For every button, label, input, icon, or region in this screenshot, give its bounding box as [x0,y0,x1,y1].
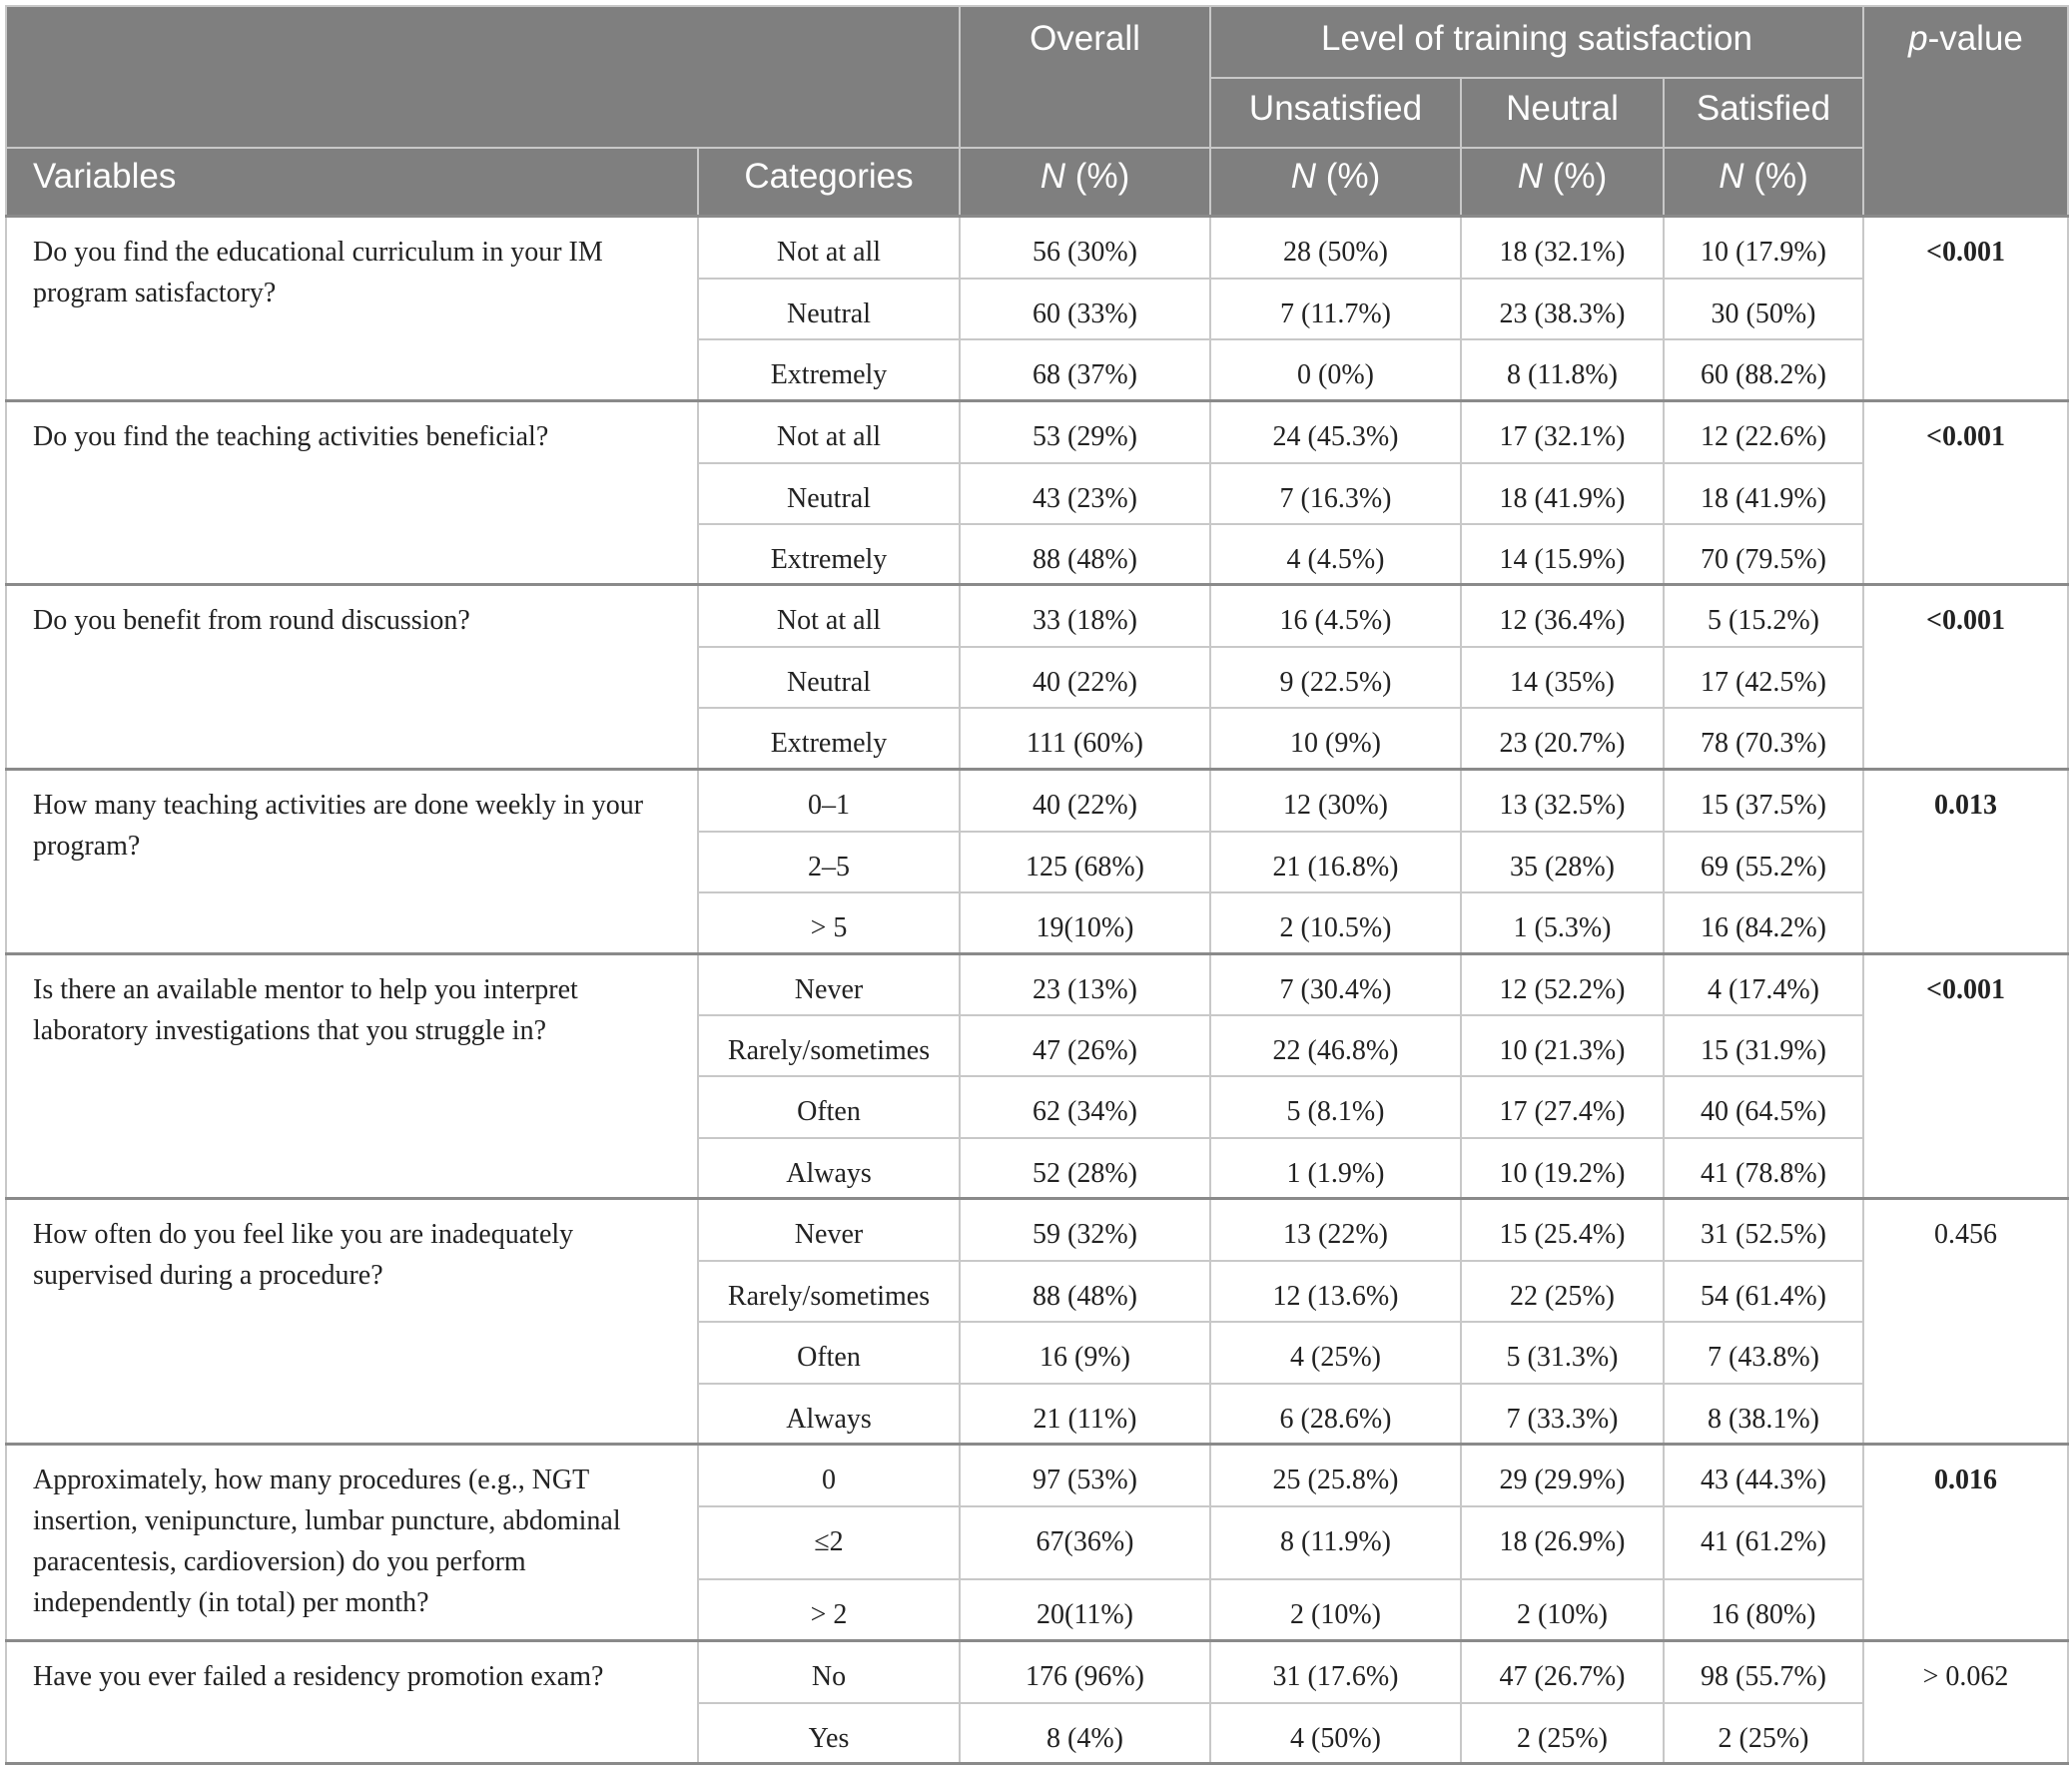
neutral-cell: 18 (26.9%) [1461,1506,1664,1579]
neutral-cell: 22 (25%) [1461,1261,1664,1322]
category-cell: Neutral [698,647,960,708]
category-cell: Rarely/sometimes [698,1015,960,1076]
unsatisfied-cell: 2 (10%) [1210,1579,1461,1641]
neutral-cell: 29 (29.9%) [1461,1445,1664,1506]
p-value-cell: <0.001 [1863,585,2068,770]
unsatisfied-cell: 1 (1.9%) [1210,1138,1461,1199]
table-header [6,6,2068,217]
satisfied-cell: 15 (37.5%) [1664,770,1863,832]
category-cell: Not at all [698,585,960,647]
satisfied-cell: 41 (61.2%) [1664,1506,1863,1579]
header-level-group: Level of training satisfaction [1210,6,1863,78]
overall-cell: 52 (28%) [960,1138,1210,1199]
satisfied-cell: 40 (64.5%) [1664,1076,1863,1138]
neutral-cell: 10 (21.3%) [1461,1015,1664,1076]
overall-cell: 21 (11%) [960,1384,1210,1445]
overall-cell: 43 (23%) [960,463,1210,524]
neutral-cell: 10 (19.2%) [1461,1138,1664,1199]
header-categories: Categories [698,148,960,217]
category-cell: > 2 [698,1579,960,1641]
p-value-cell: 0.016 [1863,1445,2068,1641]
category-cell: Extremely [698,524,960,585]
overall-cell: 88 (48%) [960,1261,1210,1322]
neutral-cell: 14 (15.9%) [1461,524,1664,585]
table-row [6,1445,2068,1506]
overall-cell: 176 (96%) [960,1641,1210,1703]
satisfied-cell: 16 (80%) [1664,1579,1863,1641]
p-value-cell: 0.456 [1863,1199,2068,1445]
unsatisfied-cell: 4 (50%) [1210,1703,1461,1764]
header-n-satisfied: N (%) [1664,148,1863,217]
overall-cell: 88 (48%) [960,524,1210,585]
unsatisfied-cell: 2 (10.5%) [1210,892,1461,954]
satisfied-cell: 78 (70.3%) [1664,708,1863,770]
overall-cell: 20(11%) [960,1579,1210,1641]
neutral-cell: 17 (27.4%) [1461,1076,1664,1138]
category-cell: 0 [698,1445,960,1506]
question-cell: Do you find the teaching activities beneficial? [6,401,698,585]
unsatisfied-cell: 7 (30.4%) [1210,954,1461,1015]
header-variables: Variables [6,148,698,217]
unsatisfied-cell: 0 (0%) [1210,339,1461,401]
satisfied-cell: 41 (78.8%) [1664,1138,1863,1199]
header-satisfied: Satisfied [1664,78,1863,148]
overall-cell: 62 (34%) [960,1076,1210,1138]
neutral-cell: 12 (52.2%) [1461,954,1664,1015]
table-body [6,217,2068,1764]
satisfied-cell: 2 (25%) [1664,1703,1863,1764]
unsatisfied-cell: 8 (11.9%) [1210,1506,1461,1579]
p-value-cell: > 0.062 [1863,1641,2068,1764]
category-cell: Yes [698,1703,960,1764]
category-cell: ≤2 [698,1506,960,1579]
overall-cell: 59 (32%) [960,1199,1210,1261]
satisfied-cell: 60 (88.2%) [1664,339,1863,401]
p-value-cell: <0.001 [1863,401,2068,585]
unsatisfied-cell: 31 (17.6%) [1210,1641,1461,1703]
table-row [6,585,2068,647]
category-cell: Not at all [698,401,960,463]
neutral-cell: 47 (26.7%) [1461,1641,1664,1703]
unsatisfied-cell: 25 (25.8%) [1210,1445,1461,1506]
overall-cell: 23 (13%) [960,954,1210,1015]
satisfied-cell: 8 (38.1%) [1664,1384,1863,1445]
category-cell: Extremely [698,339,960,401]
satisfied-cell: 12 (22.6%) [1664,401,1863,463]
unsatisfied-cell: 4 (4.5%) [1210,524,1461,585]
unsatisfied-cell: 4 (25%) [1210,1322,1461,1384]
unsatisfied-cell: 7 (16.3%) [1210,463,1461,524]
unsatisfied-cell: 12 (30%) [1210,770,1461,832]
category-cell: Neutral [698,279,960,339]
question-cell: Is there an available mentor to help you interpret laboratory investigations that you struggle in? [6,954,698,1199]
overall-cell: 16 (9%) [960,1322,1210,1384]
header-blank [6,6,960,148]
overall-cell: 56 (30%) [960,217,1210,279]
category-cell: Often [698,1322,960,1384]
header-n-unsatisfied: N (%) [1210,148,1461,217]
category-cell: Often [698,1076,960,1138]
category-cell: Always [698,1384,960,1445]
results-table [5,5,2069,1765]
unsatisfied-cell: 22 (46.8%) [1210,1015,1461,1076]
unsatisfied-cell: 7 (11.7%) [1210,279,1461,339]
neutral-cell: 5 (31.3%) [1461,1322,1664,1384]
neutral-cell: 23 (20.7%) [1461,708,1664,770]
category-cell: Always [698,1138,960,1199]
category-cell: > 5 [698,892,960,954]
unsatisfied-cell: 9 (22.5%) [1210,647,1461,708]
satisfied-cell: 69 (55.2%) [1664,832,1863,892]
unsatisfied-cell: 12 (13.6%) [1210,1261,1461,1322]
neutral-cell: 2 (10%) [1461,1579,1664,1641]
category-cell: Extremely [698,708,960,770]
question-cell: How often do you feel like you are inadequately supervised during a procedure? [6,1199,698,1445]
category-cell: Never [698,954,960,1015]
neutral-cell: 12 (36.4%) [1461,585,1664,647]
overall-cell: 8 (4%) [960,1703,1210,1764]
question-cell: Do you find the educational curriculum in your IM program satisfactory? [6,217,698,401]
neutral-cell: 23 (38.3%) [1461,279,1664,339]
category-cell: 0–1 [698,770,960,832]
satisfied-cell: 7 (43.8%) [1664,1322,1863,1384]
category-cell: Neutral [698,463,960,524]
header-neutral: Neutral [1461,78,1664,148]
satisfied-cell: 4 (17.4%) [1664,954,1863,1015]
satisfied-cell: 18 (41.9%) [1664,463,1863,524]
overall-cell: 53 (29%) [960,401,1210,463]
category-cell: Not at all [698,217,960,279]
overall-cell: 40 (22%) [960,647,1210,708]
neutral-cell: 13 (32.5%) [1461,770,1664,832]
neutral-cell: 15 (25.4%) [1461,1199,1664,1261]
question-cell: Do you benefit from round discussion? [6,585,698,770]
unsatisfied-cell: 24 (45.3%) [1210,401,1461,463]
question-cell: How many teaching activities are done weekly in your program? [6,770,698,954]
category-cell: Rarely/sometimes [698,1261,960,1322]
neutral-cell: 1 (5.3%) [1461,892,1664,954]
category-cell: No [698,1641,960,1703]
overall-cell: 19(10%) [960,892,1210,954]
table-row [6,217,2068,279]
satisfied-cell: 70 (79.5%) [1664,524,1863,585]
satisfied-cell: 30 (50%) [1664,279,1863,339]
table-row [6,1199,2068,1261]
header-n-neutral: N (%) [1461,148,1664,217]
p-value-cell: <0.001 [1863,954,2068,1199]
satisfied-cell: 17 (42.5%) [1664,647,1863,708]
overall-cell: 60 (33%) [960,279,1210,339]
satisfied-cell: 5 (15.2%) [1664,585,1863,647]
neutral-cell: 8 (11.8%) [1461,339,1664,401]
satisfied-cell: 15 (31.9%) [1664,1015,1863,1076]
header-unsatisfied: Unsatisfied [1210,78,1461,148]
satisfied-cell: 98 (55.7%) [1664,1641,1863,1703]
unsatisfied-cell: 21 (16.8%) [1210,832,1461,892]
overall-cell: 33 (18%) [960,585,1210,647]
overall-cell: 47 (26%) [960,1015,1210,1076]
neutral-cell: 18 (32.1%) [1461,217,1664,279]
p-value-cell: <0.001 [1863,217,2068,401]
satisfied-cell: 16 (84.2%) [1664,892,1863,954]
neutral-cell: 14 (35%) [1461,647,1664,708]
neutral-cell: 35 (28%) [1461,832,1664,892]
unsatisfied-cell: 10 (9%) [1210,708,1461,770]
neutral-cell: 7 (33.3%) [1461,1384,1664,1445]
table-row [6,770,2068,832]
unsatisfied-cell: 16 (4.5%) [1210,585,1461,647]
category-cell: 2–5 [698,832,960,892]
neutral-cell: 2 (25%) [1461,1703,1664,1764]
overall-cell: 67(36%) [960,1506,1210,1579]
overall-cell: 125 (68%) [960,832,1210,892]
table-row [6,401,2068,463]
unsatisfied-cell: 28 (50%) [1210,217,1461,279]
unsatisfied-cell: 6 (28.6%) [1210,1384,1461,1445]
satisfied-cell: 43 (44.3%) [1664,1445,1863,1506]
table-row [6,954,2068,1015]
overall-cell: 40 (22%) [960,770,1210,832]
header-overall: Overall [960,6,1210,148]
unsatisfied-cell: 13 (22%) [1210,1199,1461,1261]
satisfied-cell: 10 (17.9%) [1664,217,1863,279]
satisfied-cell: 31 (52.5%) [1664,1199,1863,1261]
question-cell: Have you ever failed a residency promotion exam? [6,1641,698,1764]
satisfied-cell: 54 (61.4%) [1664,1261,1863,1322]
header-p-value: p-value [1863,6,2068,217]
question-cell: Approximately, how many procedures (e.g., NGT insertion, venipuncture, lumbar puncture, abdominal paracentesis, cardioversion) do you perform independently (in total) per month? [6,1445,698,1641]
p-value-cell: 0.013 [1863,770,2068,954]
overall-cell: 111 (60%) [960,708,1210,770]
header-n-overall: N (%) [960,148,1210,217]
neutral-cell: 17 (32.1%) [1461,401,1664,463]
neutral-cell: 18 (41.9%) [1461,463,1664,524]
overall-cell: 97 (53%) [960,1445,1210,1506]
table-row [6,1641,2068,1703]
overall-cell: 68 (37%) [960,339,1210,401]
unsatisfied-cell: 5 (8.1%) [1210,1076,1461,1138]
category-cell: Never [698,1199,960,1261]
